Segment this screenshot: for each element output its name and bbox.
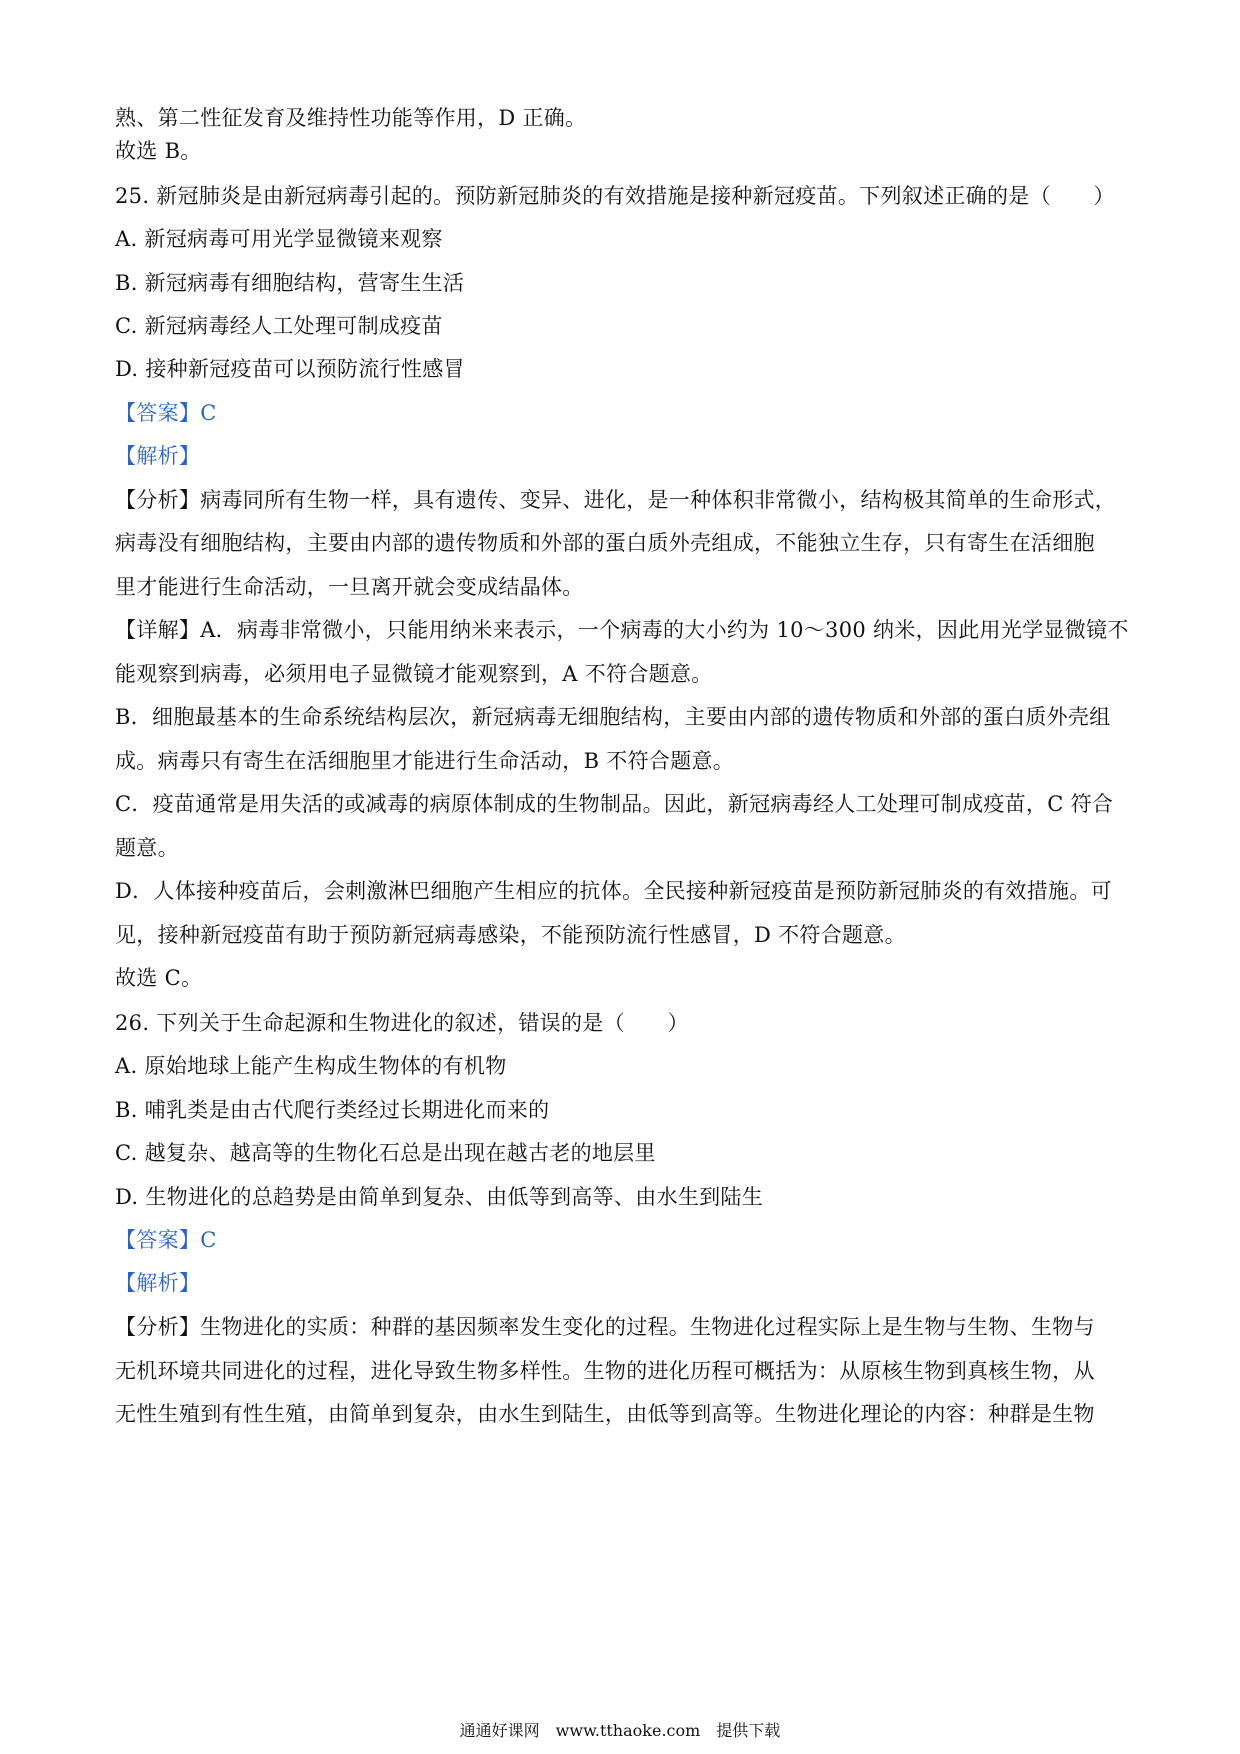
question-25-option-d: D. 接种新冠疫苗可以预防流行性感冒	[115, 357, 465, 381]
analysis-text: 【分析】病毒同所有生物一样，具有遗传、变异、进化，是一种体积非常微小，结构极其简单的生命形式，	[115, 488, 1117, 512]
question-25-option-c: C. 新冠病毒经人工处理可制成疫苗	[115, 314, 443, 338]
question-25-option-a: A. 新冠病毒可用光学显微镜来观察	[115, 227, 443, 251]
question-26-option-c: C. 越复杂、越高等的生物化石总是出现在越古老的地层里	[115, 1141, 656, 1165]
analysis-label: 【解析】	[115, 444, 201, 468]
detail-text: 【详解】A．病毒非常微小，只能用纳米来表示，一个病毒的大小约为 10～300 纳米，因此用光学显微镜不	[115, 618, 1129, 642]
detail-text: B．细胞最基本的生命系统结构层次，新冠病毒无细胞结构，主要由内部的遗传物质和外部的蛋白质外壳组	[115, 705, 1111, 729]
question-25-option-b: B. 新冠病毒有细胞结构，营寄生生活	[115, 271, 465, 295]
answer-label: 【答案】C	[115, 1228, 217, 1252]
detail-text: D．人体接种疫苗后，会刺激淋巴细胞产生相应的抗体。全民接种新冠疫苗是预防新冠肺炎的有效措施。可	[115, 879, 1112, 903]
detail-text: C．疫苗通常是用失活的或减毒的病原体制成的生物制品。因此，新冠病毒经人工处理可制成疫苗，C 符合	[115, 792, 1114, 816]
text-line: 熟、第二性征发育及维持性功能等作用，D 正确。	[115, 106, 587, 130]
question-26-option-d: D. 生物进化的总趋势是由简单到复杂、由低等到高等、由水生到陆生	[115, 1185, 764, 1209]
detail-text: 见，接种新冠疫苗有助于预防新冠病毒感染，不能预防流行性感冒，D 不符合题意。	[115, 923, 906, 947]
question-26-option-a: A. 原始地球上能产生构成生物体的有机物	[115, 1054, 507, 1078]
analysis-text: 病毒没有细胞结构，主要由内部的遗传物质和外部的蛋白质外壳组成，不能独立生存，只有寄生在活细胞	[115, 531, 1095, 555]
question-26-option-b: B. 哺乳类是由古代爬行类经过长期进化而来的	[115, 1098, 550, 1122]
choice-conclusion: 故选 C。	[115, 966, 203, 990]
analysis-text: 无机环境共同进化的过程，进化导致生物多样性。生物的进化历程可概括为：从原核生物到真核生物，从	[115, 1359, 1095, 1383]
answer-label: 【答案】C	[115, 401, 217, 425]
question-26-stem: 26. 下列关于生命起源和生物进化的叙述，错误的是（ ）	[115, 1011, 689, 1035]
detail-text: 成。病毒只有寄生在活细胞里才能进行生命活动，B 不符合题意。	[115, 749, 735, 773]
detail-text: 题意。	[115, 836, 179, 860]
detail-text: 能观察到病毒，必须用电子显微镜才能观察到，A 不符合题意。	[115, 662, 713, 686]
text-line: 故选 B。	[115, 139, 202, 163]
analysis-text: 【分析】生物进化的实质：种群的基因频率发生变化的过程。生物进化过程实际上是生物与生物、生物与	[115, 1315, 1095, 1339]
analysis-text: 里才能进行生命活动，一旦离开就会变成结晶体。	[115, 575, 584, 599]
analysis-label: 【解析】	[115, 1271, 201, 1295]
question-25-stem: 25. 新冠肺炎是由新冠病毒引起的。预防新冠肺炎的有效措施是接种新冠疫苗。下列叙述正确的是（ ）	[115, 184, 1115, 208]
analysis-text: 无性生殖到有性生殖，由简单到复杂，由水生到陆生，由低等到高等。生物进化理论的内容：种群是生物	[115, 1402, 1095, 1426]
page-footer: 通通好课网 www.tthaoke.com 提供下载	[459, 1721, 781, 1740]
